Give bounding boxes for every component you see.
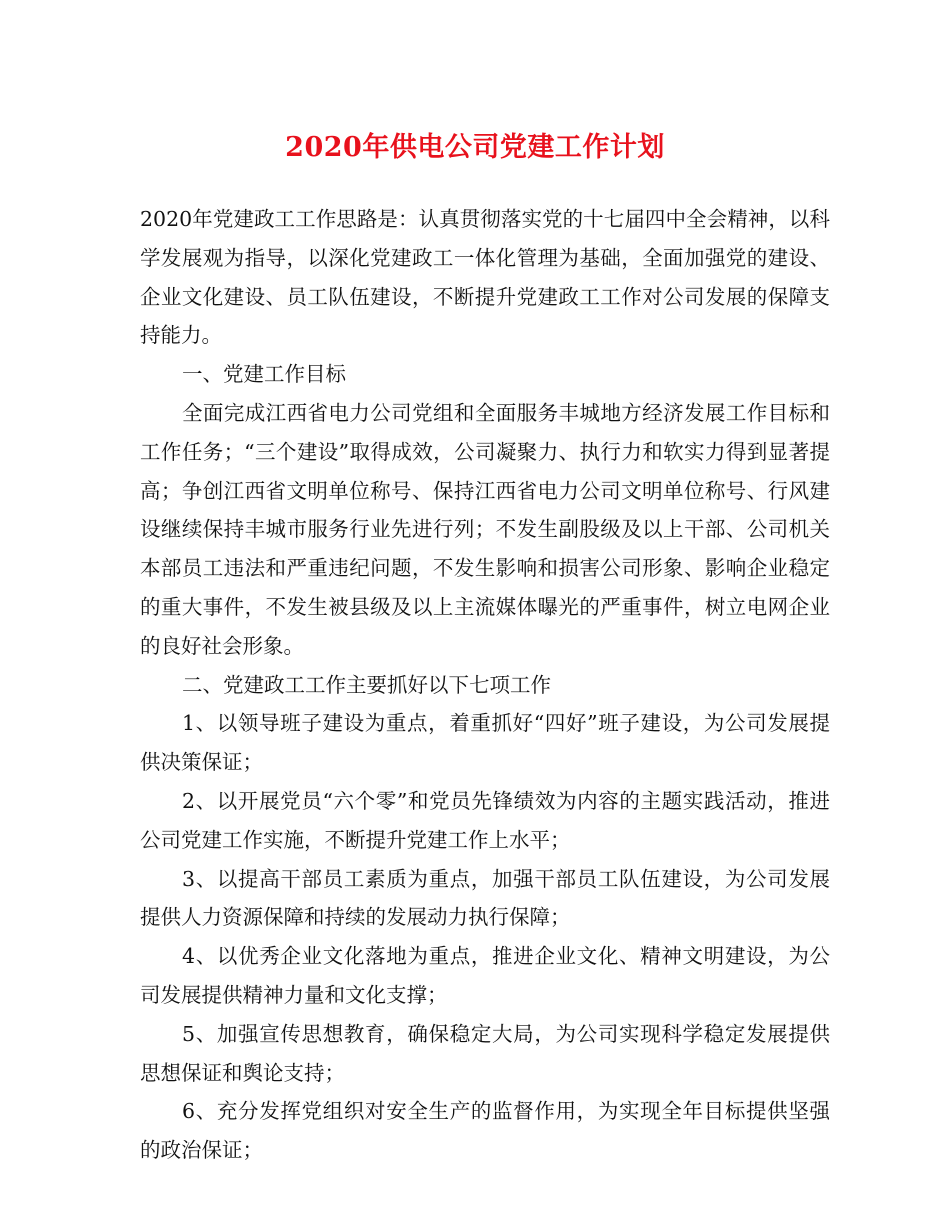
task-item-6: 6、充分发挥党组织对安全生产的监督作用，为实现全年目标提供坚强的政治保证； [140, 1099, 830, 1163]
task-item-1: 1、以领导班子建设为重点，着重抓好“四好”班子建设，为公司发展提供决策保证； [140, 711, 830, 775]
document-title: 2020年供电公司党建工作计划 [285, 132, 665, 163]
section-heading-goals: 一、党建工作目标 [182, 362, 346, 387]
paragraph-goals: 全面完成江西省电力公司党组和全面服务丰城地方经济发展工作目标和工作任务；“三个建设”取得成效，公司凝聚力、执行力和软实力得到显著提高；争创江西省文明单位称号、保持江西省电力公司文明单位称号、行风建设继续保持丰城市服务行业先进行列；不发生副股级及以上干部、公司机关本部员工违法和严重违纪问题，不发生影响和损害公司形象、影响企业稳定的重大事件，不发生被县级及以上主流媒体曝光的严重事件，树立电网企业的良好社会形象。 [140, 400, 830, 658]
section-heading-tasks: 二、党建政工工作主要抓好以下七项工作 [182, 672, 551, 697]
task-item-4: 4、以优秀企业文化落地为重点，推进企业文化、精神文明建设，为公司发展提供精神力量和文化支撑； [140, 944, 830, 1007]
task-item-3: 3、以提高干部员工素质为重点，加强干部员工队伍建设，为公司发展提供人力资源保障和持续的发展动力执行保障； [140, 866, 830, 930]
task-item-2: 2、以开展党员“六个零”和党员先锋绩效为内容的主题实践活动，推进公司党建工作实施，不断提升党建工作上水平； [140, 788, 830, 852]
document-body [140, 200, 830, 1170]
paragraph-intro: 2020年党建政工工作思路是：认真贯彻落实党的十七届四中全会精神，以科学发展观为指导，以深化党建政工一体化管理为基础，全面加强党的建设、企业文化建设、员工队伍建设，不断提升党建政工工作对公司发展的保障支持能力。 [140, 207, 830, 348]
task-item-5: 5、加强宣传思想教育，确保稳定大局，为公司实现科学稳定发展提供思想保证和舆论支持； [140, 1021, 830, 1085]
